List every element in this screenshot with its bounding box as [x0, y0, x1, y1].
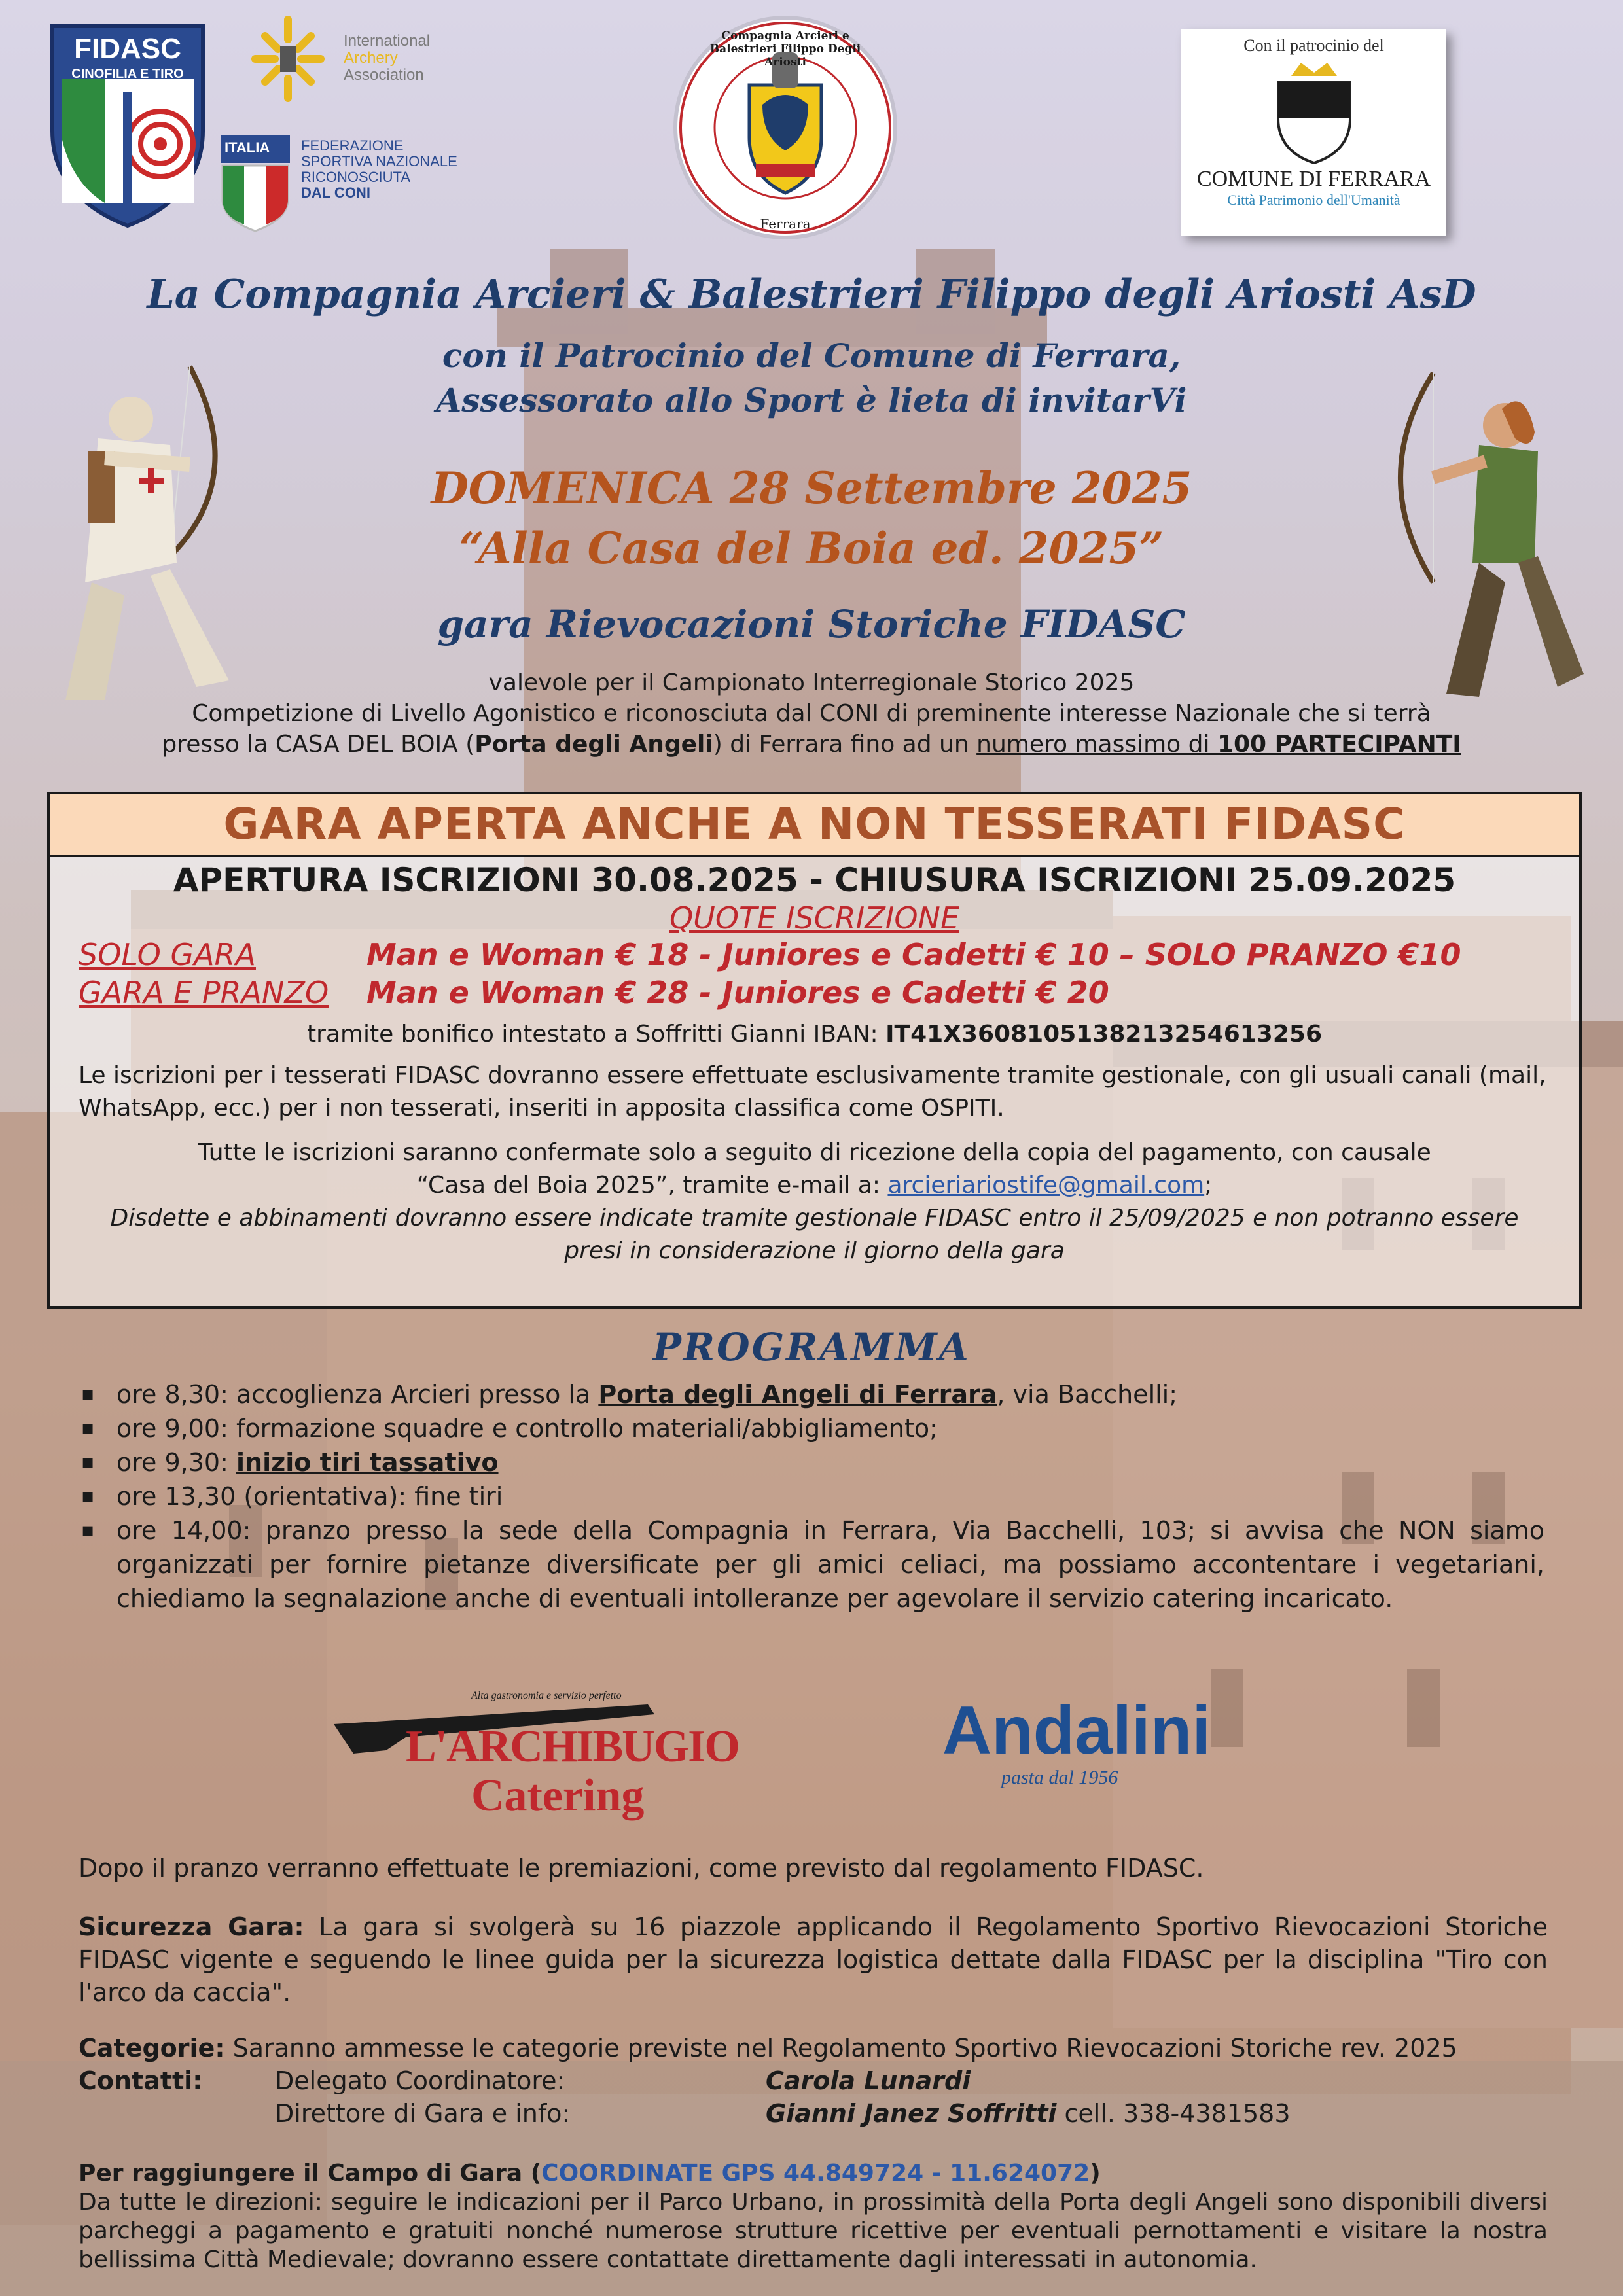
fee-row [50, 974, 1579, 1012]
contact-name: Gianni Janez Soffritti [766, 2099, 1057, 2128]
fee-detail: Man e Woman € 18 - Juniores e Cadetti € 10 – SOLO PRANZO €10 [366, 937, 1461, 972]
andalini-logo [942, 1695, 1250, 1812]
iban-line [50, 1021, 1579, 1048]
sicurezza-label: Sicurezza Gara: [79, 1913, 304, 1941]
registration-paragraph-2 [50, 1137, 1579, 1202]
event-name: “Alla Casa del Boia ed. 2025” [459, 523, 1164, 574]
registration-paragraph-2a: Tutte le iscrizioni saranno confermate solo a seguito di ricezione della copia del pagamento, con causale [198, 1139, 1431, 1166]
organizer-title: La Compagnia Arcieri & Balestrieri Filippo degli Ariosti AsD [147, 272, 1476, 317]
andalini-name: Andalini [942, 1693, 1211, 1769]
organizer-subtitle-line-2: Assessorato allo Sport è lieta di invitarVi [436, 381, 1187, 419]
ferrara-name: COMUNE DI FERRARA [1196, 167, 1431, 191]
categorie-body: Saranno ammesse le categorie previste nel Regolamento Sportivo Rievocazioni Storiche rev. 2025 [224, 2034, 1457, 2062]
ferrara-shield-icon [1272, 60, 1357, 164]
fees-title: QUOTE ISCRIZIONE [669, 900, 960, 936]
registration-box [47, 792, 1582, 1309]
registration-dates: APERTURA ISCRIZIONI 30.08.2025 - CHIUSURA ISCRIZIONI 25.09.2025 [173, 861, 1456, 899]
federazione-line-2: SPORTIVA NAZIONALE [301, 153, 457, 169]
description-line-1: valevole per il Campionato Interregionale Storico 2025 [488, 669, 1135, 696]
fidasc-logo [46, 20, 209, 229]
programma-item-3a: ore 9,30: [116, 1448, 236, 1477]
comune-ferrara-logo [1181, 29, 1446, 236]
description-porta-angeli: Porta degli Angeli [474, 731, 713, 758]
list-item: ▪ ore 13,30 (orientativa): fine tiri [79, 1479, 1544, 1513]
organizer-subtitle [0, 334, 1623, 423]
fee-row [50, 936, 1579, 974]
directions-heading [79, 2159, 1548, 2188]
contatti-label: Contatti: [79, 2066, 203, 2095]
contact-phone: cell. 338-4381583 [1056, 2099, 1291, 2128]
ferrara-sub: Città Patrimonio dell'Umanità [1227, 192, 1400, 208]
contact-spacer [79, 2097, 275, 2130]
compagnia-ring-text: Compagnia Arcieri e Balestrieri Filippo Degli Ariosti [709, 29, 861, 69]
directions-label: Per raggiungere il Campo di Gara ( [79, 2160, 542, 2187]
programma-list [79, 1377, 1544, 1616]
registration-paragraph-3: Disdette e abbinamenti dovranno essere indicate tramite gestionale FIDASC entro il 25/09/2025 e non potranno essere presi in considerazione il giorno della gara [110, 1205, 1519, 1264]
event-date: DOMENICA 28 Settembre 2025 [431, 463, 1192, 514]
gps-coordinates: COORDINATE GPS 44.849724 - 11.624072 [541, 2160, 1090, 2187]
directions-block [79, 2159, 1548, 2274]
archibugio-sub: Catering [471, 1771, 645, 1821]
premiazioni-text: Dopo il pranzo verranno effettuate le premiazioni, come previsto dal regolamento FIDASC. [79, 1854, 1204, 1882]
programma-item-1a: ore 8,30: accoglienza Arcieri presso la [116, 1380, 599, 1409]
event-description [79, 667, 1544, 760]
registration-paragraph-1: Le iscrizioni per i tesserati FIDASC dovranno essere effettuate esclusivamente tramite gestionale, con gli usuali canali (mail, WhatsApp, ecc.) per i non tesserati, inseriti in apposita classifica come OSPITI. [79, 1062, 1546, 1122]
programma-item-1-place: Porta degli Angeli di Ferrara [598, 1380, 997, 1409]
archibugio-catering-logo [327, 1685, 739, 1832]
programma-item-1c: , via Bacchelli; [997, 1380, 1178, 1409]
archibugio-tagline: Alta gastronomia e servizio perfetto [471, 1690, 622, 1701]
list-item [79, 1377, 1544, 1411]
iban-code: IT41X3608105138213254613256 [885, 1021, 1323, 1048]
registration-paragraph-2b: “Casa del Boia 2025”, tramite e-mail a: [416, 1172, 888, 1199]
andalini-sub: pasta dal 1956 [1001, 1767, 1118, 1788]
description-line-3a: presso la CASA DEL BOIA ( [162, 731, 475, 758]
sicurezza-text [79, 1911, 1548, 2009]
description-line-2: Competizione di Livello Agonistico e riconosciuta dal CONI di preminente interesse Nazionale che si terrà [192, 700, 1431, 727]
fee-label: GARA E PRANZO [79, 975, 329, 1010]
list-item [79, 1445, 1544, 1479]
email-link[interactable]: arcieriariostife@gmail.com [887, 1172, 1205, 1199]
list-item: ▪ ore 14,00: pranzo presso la sede della Compagnia in Ferrara, Via Bacchelli, 103; si avvisa che NON siamo organizzati per fornire pietanze diversificate per gli amici celiaci, ma possiamo accontentare i vegetariani, chiediamo la segnalazione anche di eventuali intolleranze per agevolare il servizio catering incaricato. [79, 1513, 1544, 1616]
federazione-line-4: DAL CONI [301, 185, 370, 201]
programma-title: PROGRAMMA [652, 1325, 971, 1369]
contact-role: Direttore di Gara e info: [275, 2099, 571, 2128]
italia-coni-logo [219, 134, 461, 232]
iban-text: tramite bonifico intestato a Soffritti Gianni IBAN: [306, 1021, 886, 1048]
contact-role: Delegato Coordinatore: [275, 2066, 565, 2095]
compagnia-city: Ferrara [760, 216, 811, 232]
fidasc-logo-sub: CINOFILIA E TIRO [71, 67, 184, 81]
italia-label: ITALIA [224, 139, 270, 156]
fidasc-logo-name: FIDASC [74, 33, 181, 65]
list-item: ▪ ore 9,00: formazione squadre e controllo materiali/abbigliamento; [79, 1411, 1544, 1445]
federazione-line-1: FEDERAZIONE [301, 137, 404, 154]
iaa-line-3: Association [344, 66, 424, 84]
registration-paragraph-2c: ; [1204, 1172, 1213, 1199]
event-date-block [0, 458, 1623, 578]
categorie-text [79, 2032, 1548, 2064]
compagnia-seal-logo [671, 13, 900, 242]
sicurezza-body: La gara si svolgerà su 16 piazzole applicando il Regolamento Sportivo Rievocazioni Storiche FIDASC vigente e seguendo le linee guida per la sicurezza logistica dettate dalla FIDASC per la disciplina "Tiro con l'arco da caccia". [79, 1913, 1548, 2007]
categorie-contatti-block [79, 2032, 1548, 2130]
registration-headline: GARA APERTA ANCHE A NON TESSERATI FIDASC [50, 794, 1579, 857]
description-line-3c: ) di Ferrara fino ad un [713, 731, 977, 758]
iaa-line-2: Archery [344, 49, 398, 67]
directions-close: ) [1090, 2160, 1101, 2187]
description-max-label: numero massimo di [976, 731, 1217, 758]
iaa-line-1: International [344, 32, 431, 50]
programma-item-3-start: inizio tiri tassativo [236, 1448, 499, 1477]
fee-label: SOLO GARA [79, 937, 256, 972]
contact-row [79, 2064, 1548, 2097]
directions-text: Da tutte le direzioni: seguire le indicazioni per il Parco Urbano, in prossimità della Porta degli Angeli sono disponibili diversi parcheggi a pagamento e gratuiti nonché numerose strutture ricettive per eventuali pernottamenti e visitare la nostra bellissima Città Medievale; dovranno essere contattate direttamente dagli interessati in autonomia. [79, 2189, 1548, 2273]
description-max-participants: 100 PARTECIPANTI [1217, 731, 1461, 758]
categorie-label: Categorie: [79, 2034, 225, 2062]
organizer-subtitle-line-1: con il Patrocinio del Comune di Ferrara, [442, 336, 1181, 375]
contact-row [79, 2097, 1548, 2130]
fee-detail: Man e Woman € 28 - Juniores e Cadetti € 20 [366, 975, 1109, 1010]
federazione-line-3: RICONOSCIUTA [301, 169, 411, 185]
description-line-3 [79, 729, 1544, 760]
archibugio-name: L'ARCHIBUGIO [406, 1722, 739, 1772]
iaa-logo [249, 13, 465, 111]
ferrara-patrocinio: Con il patrocinio del [1243, 36, 1384, 55]
contact-name: Carola Lunardi [766, 2066, 971, 2095]
event-type: gara Rievocazioni Storiche FIDASC [437, 602, 1186, 646]
